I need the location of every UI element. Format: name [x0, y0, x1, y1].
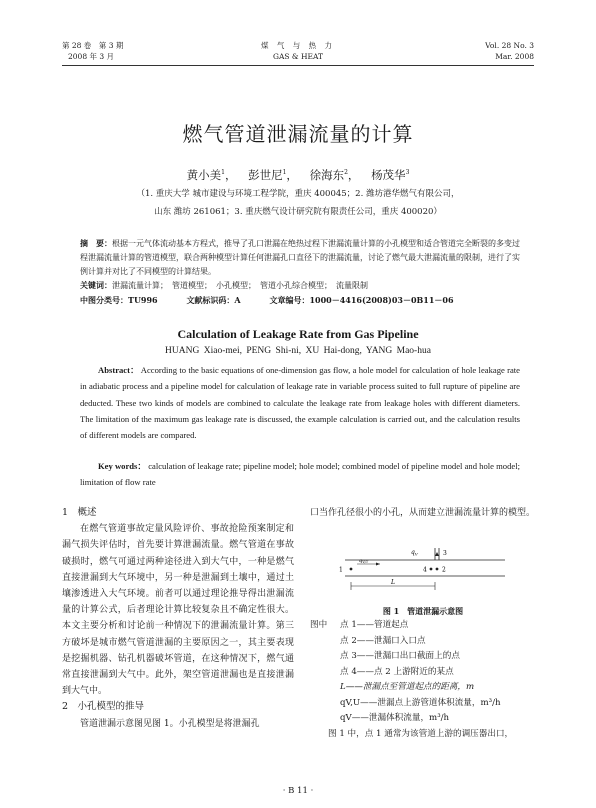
- left-column: [62, 505, 294, 732]
- point-marker: [350, 568, 353, 571]
- leak-flow-label: $q_V$: [411, 549, 418, 557]
- journal-name-cn: 煤 气 与 热 力: [260, 41, 336, 50]
- keywords-en-label: Key words：: [98, 461, 147, 471]
- abstract-en-label: Abstract：: [98, 365, 139, 375]
- header-rule: [62, 65, 534, 66]
- document-code: 文献标识码：A: [186, 295, 241, 305]
- legend-lead: 图中: [310, 620, 328, 630]
- legend-item: L——泄漏点至管道起点的距离，m: [340, 682, 475, 692]
- upstream-flow-label: $q_{V,U}$: [359, 558, 369, 565]
- author: 彭世尼$^1$，: [248, 168, 298, 182]
- section-heading: 2 小孔模型的推导: [62, 701, 145, 713]
- page-number: · B 11 ·: [282, 786, 314, 796]
- keywords-cn-label: 关键词：: [80, 280, 112, 290]
- body-paragraph: 口当作孔径很小的小孔，从而建立泄漏流量计算的模型。: [310, 508, 536, 518]
- authors-en: HUANG Xiao-mei, PENG Shi-ni, XU Hai-dong, YANG Mao-hua: [165, 346, 431, 356]
- affiliation-line: （1. 重庆大学 城市建设与环境工程学院，重庆 400045；2. 潍坊港华燃气有限公司，: [136, 189, 460, 199]
- paper-title-cn: 燃气管道泄漏流量的计算: [182, 122, 414, 146]
- body-paragraph: 管道泄漏示意图见图 1。小孔模型是将泄漏孔: [80, 718, 260, 729]
- abstract-en-text: According to the basic equations of one-dimension gas flow, a hole model for calculation of hole leakage rate in adiabatic process and a pipeline model for calculation of leakage rate in variable process suited to full rupture of pipeline are deducted. These two kinds of models are combined to calculate the leakage rate from leakage holes with different diameters. The limitation of the maximum gas leakage rate is discussed, the example calculation is carried out, and the calculation results of different models are compared.: [80, 365, 520, 441]
- author: 杨茂华$^3$: [371, 168, 410, 182]
- point-4-label: 4: [423, 566, 427, 574]
- figure-caption: 图 1 管道泄漏示意图: [382, 606, 464, 616]
- length-label: L: [391, 579, 395, 586]
- leak-arrow-icon: [435, 552, 439, 556]
- right-column: [310, 505, 536, 521]
- point-2-label: 2: [442, 566, 446, 574]
- section-heading: 1 概述: [62, 507, 97, 518]
- flow-arrow-head-icon: [376, 563, 380, 566]
- journal-name-en: GAS & HEAT: [272, 52, 323, 61]
- abstract-cn-text: 根据一元气体流动基本方程式，推导了孔口泄漏在绝热过程下泄漏流量计算的小孔模型和适合管道完全断裂的多变过程泄漏流量计算的管道模型，联合两种模型计算任何泄漏孔口直径下的泄漏流量，讨论了燃气最大泄漏流量的限制，进行了实例计算并对比了不同模型的计算结果。: [80, 239, 520, 276]
- volume-issue: 第 28 卷 第 3 期: [62, 41, 124, 50]
- keywords-en: [80, 458, 520, 491]
- legend-item: qV,U——泄漏点上游管道体积流量，m³/h: [340, 697, 501, 708]
- abstract-en: [80, 362, 520, 443]
- keywords-en-text: calculation of leakage rate; pipeline model; hole model; combined model of pipeline model and hole model; limitation of flow rate: [80, 461, 520, 488]
- figure-legend: [310, 618, 536, 742]
- point-marker: [430, 568, 433, 571]
- body-paragraph: 图 1 中，点 1 通常为该管道上游的调压器出口，: [328, 728, 514, 739]
- journal-volume-info-en: [485, 40, 534, 62]
- classification-line: [80, 293, 520, 307]
- point-1-label: 1: [339, 566, 343, 574]
- legend-item: 图中 点 1——管道起点: [310, 618, 536, 634]
- legend-item: 点 2——泄漏口入口点: [340, 635, 426, 646]
- article-number: 文章编号：1000－4416(2008)03－0B11－06: [269, 295, 454, 305]
- author: 徐海东$^2$，: [309, 168, 360, 182]
- point-3-label: 3: [443, 550, 447, 557]
- issue-date-cn: 2008 年 3 月: [68, 52, 115, 61]
- authors-cn: [0, 167, 596, 183]
- clc-number: 中图分类号：TU996: [80, 295, 158, 305]
- pipe-leak-diagram: [325, 542, 525, 600]
- legend-item: 点 3——泄漏口出口截面上的点: [340, 651, 460, 661]
- issue-date-en: Mar. 2008: [495, 52, 534, 61]
- volume-issue-en: Vol. 28 No. 3: [485, 41, 534, 50]
- legend-item: qV——泄漏体积流量，m³/h: [340, 713, 450, 723]
- legend-item: 点 4——点 2 上游附近的某点: [340, 666, 454, 677]
- point-marker: [436, 568, 439, 571]
- keywords-cn-text: 泄漏流量计算； 管道模型； 小孔模型； 管道小孔综合模型； 流量限制: [112, 281, 368, 290]
- affiliation-line: 山东 潍坊 261061；3. 重庆燃气设计研究院有限责任公司，重庆 400020）: [154, 207, 442, 217]
- keywords-cn: [80, 278, 520, 293]
- body-paragraph: 在燃气管道事故定量风险评价、事故抢险预案制定和漏气损失评估时，首先要计算泄漏流量。燃气管道在事故破损时，燃气可通过两种途径进入到大气中，一种是燃气直接泄漏到大气环境中，另一种是泄漏到土壤中，通过土壤渗透进入大气环境。前者可以通过理论推导得出泄漏流量的计算公式，后者理论计算比较复杂且不确定性很大。本文主要分析和讨论前一种情况下的泄漏流量计算。第三方破坏是城市燃气管道泄漏的主要原因之一，其主要表现是挖掘机器、钻孔机器破坏管道，在这种情况下，燃气通常直接泄漏到大气中。此外，架空管道泄漏也是直接泄漏到大气中。: [62, 524, 294, 697]
- paper-title-en: Calculation of Leakage Rate from Gas Pipeline: [177, 327, 419, 341]
- author: 黄小美$^1$，: [186, 168, 237, 182]
- abstract-cn-label: 摘 要：: [80, 238, 112, 248]
- abstract-cn: [80, 236, 520, 279]
